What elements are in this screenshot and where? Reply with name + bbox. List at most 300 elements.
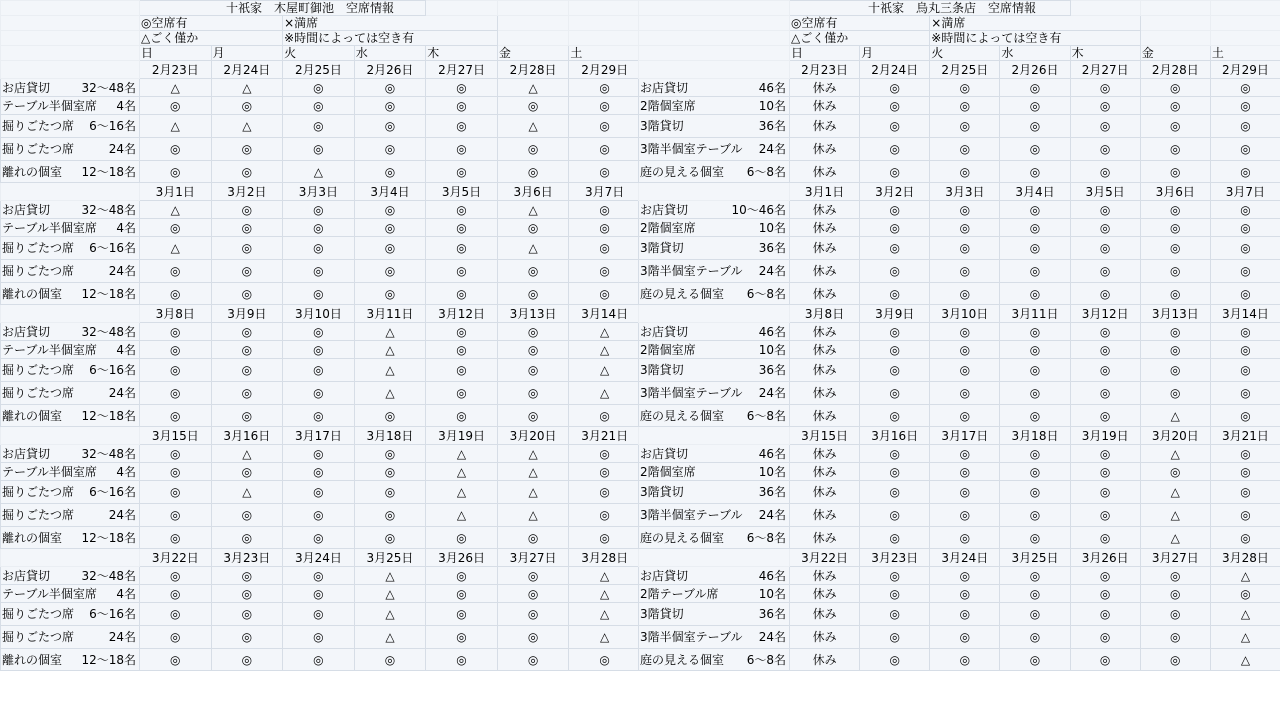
availability-cell: 休み <box>790 260 860 283</box>
seat-row <box>1 382 641 405</box>
availability-cell: ◎ <box>211 138 283 161</box>
availability-cell: ◎ <box>140 481 212 504</box>
seat-type-cell <box>1 649 140 671</box>
date-header: 3月8日 <box>140 305 212 323</box>
availability-cell: ◎ <box>1210 283 1280 305</box>
date-header: 3月20日 <box>497 427 569 445</box>
seat-type-cell <box>639 527 790 549</box>
seat-row <box>1 481 641 504</box>
empty-cell <box>497 31 569 46</box>
availability-cell: △ <box>354 341 426 359</box>
availability-cell: △ <box>211 481 283 504</box>
seat-name: 2階個室席 <box>640 98 696 113</box>
availability-cell: ◎ <box>1140 585 1210 603</box>
seat-type-cell <box>1 359 140 382</box>
availability-cell: 休み <box>790 138 860 161</box>
availability-cell: ◎ <box>1070 79 1140 97</box>
availability-cell: ◎ <box>930 97 1000 115</box>
availability-cell: ◎ <box>569 504 641 527</box>
date-header: 2月24日 <box>211 61 283 79</box>
seat-type <box>2 448 139 460</box>
seat-name: お店貸切 <box>2 324 51 339</box>
availability-cell: 休み <box>790 603 860 626</box>
seat-type <box>2 364 139 376</box>
availability-cell: ◎ <box>930 237 1000 260</box>
seat-capacity: 4名 <box>116 98 136 113</box>
availability-cell: ◎ <box>930 445 1000 463</box>
seat-type-cell <box>639 219 790 237</box>
availability-cell: ◎ <box>354 445 426 463</box>
availability-cell: ◎ <box>930 567 1000 585</box>
seat-capacity: 24名 <box>108 386 136 400</box>
availability-cell: ◎ <box>1000 115 1070 138</box>
page-title: 十祇家 烏丸三条店 空席情報 <box>790 1 1071 16</box>
seat-type-cell <box>1 527 140 549</box>
availability-cell: 休み <box>790 283 860 305</box>
seat-row <box>1 445 641 463</box>
availability-cell: ◎ <box>497 405 569 427</box>
seat-type <box>640 143 789 155</box>
availability-cell: 休み <box>790 237 860 260</box>
availability-cell: ◎ <box>1210 481 1280 504</box>
availability-cell: ◎ <box>860 445 930 463</box>
seat-type-cell <box>639 97 790 115</box>
seat-name: 掘りごたつ席 <box>2 508 75 522</box>
availability-cell: △ <box>1210 567 1280 585</box>
availability-cell: ◎ <box>426 649 498 671</box>
availability-cell: ◎ <box>140 405 212 427</box>
empty-cell <box>1070 1 1140 16</box>
availability-cell: ◎ <box>1000 481 1070 504</box>
availability-cell: ◎ <box>1000 649 1070 671</box>
availability-cell: ◎ <box>211 283 283 305</box>
seat-type-cell <box>639 341 790 359</box>
seat-name: テーブル半個室席 <box>2 98 97 113</box>
seat-capacity: 32〜48名 <box>81 202 136 217</box>
seat-type-cell <box>1 463 140 481</box>
availability-cell: ◎ <box>211 359 283 382</box>
seat-type-cell <box>639 463 790 481</box>
seat-name: 2階個室席 <box>640 342 696 357</box>
availability-cell: ◎ <box>1000 341 1070 359</box>
seat-capacity: 24名 <box>758 630 786 644</box>
seat-type <box>640 166 789 178</box>
seat-type-cell <box>639 237 790 260</box>
date-header: 3月22日 <box>140 549 212 567</box>
availability-cell: ◎ <box>354 161 426 183</box>
empty-cell <box>639 305 790 323</box>
date-header: 3月9日 <box>860 305 930 323</box>
seat-row <box>1 405 641 427</box>
availability-cell: ◎ <box>140 359 212 382</box>
availability-cell: ◎ <box>1000 219 1070 237</box>
seat-name: お店貸切 <box>2 202 51 217</box>
legend-row <box>639 16 1280 31</box>
availability-cell: ◎ <box>1000 237 1070 260</box>
availability-cell: △ <box>1140 405 1210 427</box>
seat-type-cell <box>1 405 140 427</box>
legend-full: ×満席 <box>283 16 498 31</box>
availability-cell: 休み <box>790 626 860 649</box>
availability-cell: ◎ <box>569 283 641 305</box>
seat-type-cell <box>1 382 140 405</box>
availability-cell: ◎ <box>1070 626 1140 649</box>
seat-type-cell <box>1 323 140 341</box>
availability-cell: ◎ <box>860 97 930 115</box>
availability-cell: ◎ <box>1070 445 1140 463</box>
seat-capacity: 24名 <box>108 508 136 522</box>
seat-type-cell <box>639 405 790 427</box>
availability-cell: ◎ <box>860 260 930 283</box>
availability-cell: △ <box>569 341 641 359</box>
availability-cell: ◎ <box>497 649 569 671</box>
date-header: 3月23日 <box>211 549 283 567</box>
seat-row <box>639 341 1280 359</box>
availability-cell: ◎ <box>211 463 283 481</box>
availability-cell: △ <box>426 504 498 527</box>
weekday-label: 月 <box>211 46 283 61</box>
date-header: 3月6日 <box>1140 183 1210 201</box>
shop-panel-kiyamachi <box>0 0 640 686</box>
seat-type-cell <box>1 201 140 219</box>
availability-cell: ◎ <box>426 359 498 382</box>
availability-table <box>638 0 1280 671</box>
seat-type-cell <box>639 504 790 527</box>
seat-type <box>640 222 789 234</box>
seat-type-cell <box>639 585 790 603</box>
date-header: 3月9日 <box>211 305 283 323</box>
availability-cell: ◎ <box>569 405 641 427</box>
availability-cell: ◎ <box>283 567 355 585</box>
seat-capacity: 6〜8名 <box>746 164 786 179</box>
shop-panel-karasuma <box>638 0 1280 686</box>
seat-type-cell <box>639 138 790 161</box>
seat-name: 離れの個室 <box>2 286 63 301</box>
availability-cell: ◎ <box>497 527 569 549</box>
availability-cell: ◎ <box>283 260 355 283</box>
seat-type-cell <box>1 567 140 585</box>
empty-cell <box>639 61 790 79</box>
availability-cell: ◎ <box>211 603 283 626</box>
seat-type <box>2 222 139 234</box>
availability-cell: 休み <box>790 481 860 504</box>
availability-cell: ◎ <box>1210 463 1280 481</box>
availability-cell: ◎ <box>860 201 930 219</box>
date-header: 3月3日 <box>930 183 1000 201</box>
seat-type-cell <box>1 115 140 138</box>
availability-cell: ◎ <box>211 161 283 183</box>
availability-cell: ◎ <box>1210 97 1280 115</box>
availability-cell: ◎ <box>569 463 641 481</box>
seat-type <box>2 410 139 422</box>
availability-cell: ◎ <box>211 626 283 649</box>
availability-cell: ◎ <box>1000 585 1070 603</box>
availability-cell: ◎ <box>426 382 498 405</box>
availability-cell: ◎ <box>930 481 1000 504</box>
availability-cell: ◎ <box>930 405 1000 427</box>
seat-capacity: 10名 <box>758 342 786 357</box>
availability-cell: △ <box>354 585 426 603</box>
date-header: 3月24日 <box>283 549 355 567</box>
availability-cell: ◎ <box>426 260 498 283</box>
availability-cell: ◎ <box>140 527 212 549</box>
date-header: 3月13日 <box>1140 305 1210 323</box>
weekday-label: 火 <box>930 46 1000 61</box>
weekday-label: 水 <box>1000 46 1070 61</box>
availability-cell: 休み <box>790 201 860 219</box>
seat-name: お店貸切 <box>640 80 689 95</box>
availability-cell: ◎ <box>1000 201 1070 219</box>
availability-cell: 休み <box>790 382 860 405</box>
seat-capacity: 6〜16名 <box>89 485 136 499</box>
availability-cell: ◎ <box>930 341 1000 359</box>
seat-name: お店貸切 <box>2 568 51 583</box>
availability-cell: ◎ <box>354 283 426 305</box>
availability-cell: ◎ <box>569 79 641 97</box>
availability-cell: ◎ <box>1000 445 1070 463</box>
seat-capacity: 10名 <box>758 464 786 479</box>
availability-cell: ◎ <box>140 323 212 341</box>
seat-name: 離れの個室 <box>2 652 63 667</box>
seat-row <box>639 79 1280 97</box>
availability-cell: △ <box>354 603 426 626</box>
availability-cell: ◎ <box>1140 138 1210 161</box>
availability-cell: ◎ <box>426 603 498 626</box>
seat-type-cell <box>1 504 140 527</box>
seat-capacity: 24名 <box>108 142 136 156</box>
date-header: 2月24日 <box>860 61 930 79</box>
availability-cell: ◎ <box>930 585 1000 603</box>
seat-type <box>2 387 139 399</box>
seat-row <box>1 567 641 585</box>
availability-cell: △ <box>211 79 283 97</box>
seat-name: テーブル半個室席 <box>2 220 97 235</box>
availability-cell: ◎ <box>569 97 641 115</box>
seat-type-cell <box>639 115 790 138</box>
availability-cell: ◎ <box>283 527 355 549</box>
seat-name: お店貸切 <box>640 324 689 339</box>
availability-cell: ◎ <box>1000 603 1070 626</box>
availability-cell: ◎ <box>1140 649 1210 671</box>
seat-capacity: 4名 <box>116 220 136 235</box>
empty-cell <box>426 1 498 16</box>
availability-cell: ◎ <box>140 445 212 463</box>
seat-row <box>1 626 641 649</box>
date-header: 2月26日 <box>354 61 426 79</box>
availability-cell: △ <box>1140 481 1210 504</box>
availability-cell: ◎ <box>860 405 930 427</box>
seat-type-cell <box>1 237 140 260</box>
availability-cell: ◎ <box>354 260 426 283</box>
availability-cell: ◎ <box>354 405 426 427</box>
empty-cell <box>1 61 140 79</box>
availability-cell: ◎ <box>211 585 283 603</box>
date-header: 3月20日 <box>1140 427 1210 445</box>
seat-capacity: 4名 <box>116 342 136 357</box>
availability-cell: ◎ <box>497 219 569 237</box>
date-header: 3月16日 <box>211 427 283 445</box>
availability-cell: ◎ <box>1070 359 1140 382</box>
availability-cell: ◎ <box>569 481 641 504</box>
seat-type <box>2 166 139 178</box>
availability-cell: ◎ <box>426 219 498 237</box>
seat-capacity: 12〜18名 <box>81 530 136 545</box>
seat-type <box>2 100 139 112</box>
availability-cell: 休み <box>790 219 860 237</box>
availability-cell: ◎ <box>140 626 212 649</box>
seat-type <box>640 120 789 132</box>
date-header: 3月11日 <box>354 305 426 323</box>
availability-cell: △ <box>1210 603 1280 626</box>
availability-cell: △ <box>497 201 569 219</box>
date-header: 3月27日 <box>1140 549 1210 567</box>
availability-cell: 休み <box>790 567 860 585</box>
availability-cell: ◎ <box>930 527 1000 549</box>
availability-cell: ◎ <box>283 341 355 359</box>
seat-type-cell <box>639 626 790 649</box>
seat-type <box>2 344 139 356</box>
seat-capacity: 36名 <box>758 363 786 377</box>
seat-row <box>639 219 1280 237</box>
availability-cell: ◎ <box>1210 79 1280 97</box>
seat-type-cell <box>639 567 790 585</box>
availability-cell: ◎ <box>1210 201 1280 219</box>
seat-row <box>639 382 1280 405</box>
availability-cell: ◎ <box>140 463 212 481</box>
availability-cell: ◎ <box>1000 382 1070 405</box>
availability-cell: ◎ <box>1000 79 1070 97</box>
seat-type <box>2 288 139 300</box>
availability-cell: ◎ <box>140 138 212 161</box>
seat-row <box>639 97 1280 115</box>
availability-cell: ◎ <box>497 567 569 585</box>
seat-type-cell <box>1 138 140 161</box>
seat-capacity: 10名 <box>758 586 786 601</box>
seat-type <box>2 82 139 94</box>
availability-cell: ◎ <box>1140 323 1210 341</box>
availability-cell: ◎ <box>283 626 355 649</box>
availability-cell: ◎ <box>283 463 355 481</box>
availability-cell: ◎ <box>497 603 569 626</box>
availability-cell: ◎ <box>930 359 1000 382</box>
availability-cell: ◎ <box>211 649 283 671</box>
seat-capacity: 4名 <box>116 464 136 479</box>
availability-cell: 休み <box>790 445 860 463</box>
availability-cell: ◎ <box>283 237 355 260</box>
availability-cell: △ <box>569 323 641 341</box>
availability-cell: △ <box>497 445 569 463</box>
empty-cell <box>1140 1 1210 16</box>
availability-cell: 休み <box>790 585 860 603</box>
empty-cell <box>1210 1 1280 16</box>
availability-cell: △ <box>1140 527 1210 549</box>
availability-cell: △ <box>497 79 569 97</box>
seat-capacity: 6〜8名 <box>746 408 786 423</box>
date-header: 3月26日 <box>1070 549 1140 567</box>
availability-cell: ◎ <box>1070 219 1140 237</box>
availability-cell: △ <box>569 359 641 382</box>
availability-cell: ◎ <box>930 626 1000 649</box>
page-title: 十祇家 木屋町御池 空席情報 <box>140 1 426 16</box>
availability-cell: ◎ <box>1070 382 1140 405</box>
availability-cell: ◎ <box>860 115 930 138</box>
availability-cell: ◎ <box>1140 567 1210 585</box>
seat-type-cell <box>1 585 140 603</box>
legend-row <box>1 31 641 46</box>
availability-cell: ◎ <box>930 283 1000 305</box>
availability-cell: ◎ <box>140 504 212 527</box>
legend-full: ×満席 <box>930 16 1140 31</box>
availability-cell: ◎ <box>1210 504 1280 527</box>
seat-name: テーブル半個室席 <box>2 464 97 479</box>
availability-cell: △ <box>354 323 426 341</box>
empty-cell <box>1 549 140 567</box>
date-header: 3月7日 <box>1210 183 1280 201</box>
seat-type <box>640 242 789 254</box>
availability-cell: △ <box>140 237 212 260</box>
empty-cell <box>1 31 140 46</box>
seat-type <box>2 532 139 544</box>
availability-cell: ◎ <box>1000 323 1070 341</box>
availability-cell: ◎ <box>1070 504 1140 527</box>
availability-cell: △ <box>426 445 498 463</box>
availability-cell: ◎ <box>283 359 355 382</box>
date-row <box>1 549 641 567</box>
legend-note: ※時間によっては空き有 <box>283 31 498 46</box>
availability-cell: 休み <box>790 649 860 671</box>
seat-capacity: 36名 <box>758 241 786 255</box>
availability-cell: ◎ <box>283 323 355 341</box>
seat-row <box>1 463 641 481</box>
date-header: 3月11日 <box>1000 305 1070 323</box>
availability-table <box>0 0 641 671</box>
seat-row <box>1 237 641 260</box>
availability-cell: ◎ <box>860 481 930 504</box>
date-header: 3月27日 <box>497 549 569 567</box>
seat-capacity: 36名 <box>758 119 786 133</box>
availability-cell: ◎ <box>1070 161 1140 183</box>
availability-cell: △ <box>211 445 283 463</box>
availability-cell: △ <box>140 79 212 97</box>
seat-capacity: 24名 <box>758 508 786 522</box>
availability-cell: △ <box>426 463 498 481</box>
seat-type <box>640 448 789 460</box>
empty-cell <box>1 1 140 16</box>
availability-cell: ◎ <box>497 626 569 649</box>
availability-cell: ◎ <box>1210 138 1280 161</box>
seat-type-cell <box>1 161 140 183</box>
availability-cell: △ <box>354 567 426 585</box>
availability-cell: ◎ <box>283 481 355 504</box>
seat-name: 3階半個室テーブル <box>640 386 743 400</box>
seat-name: 3階半個室テーブル <box>640 264 743 278</box>
legend-row <box>639 31 1280 46</box>
seat-row <box>639 504 1280 527</box>
availability-cell: ◎ <box>283 79 355 97</box>
seat-capacity: 6〜16名 <box>89 241 136 255</box>
seat-type <box>640 466 789 478</box>
seat-name: 掘りごたつ席 <box>2 386 75 400</box>
seat-row <box>1 115 641 138</box>
availability-cell: ◎ <box>930 161 1000 183</box>
date-header: 3月16日 <box>860 427 930 445</box>
seat-type <box>640 588 789 600</box>
availability-cell: ◎ <box>1070 323 1140 341</box>
availability-cell: △ <box>569 585 641 603</box>
availability-cell: ◎ <box>860 79 930 97</box>
seat-type-cell <box>639 603 790 626</box>
seat-type <box>2 204 139 216</box>
